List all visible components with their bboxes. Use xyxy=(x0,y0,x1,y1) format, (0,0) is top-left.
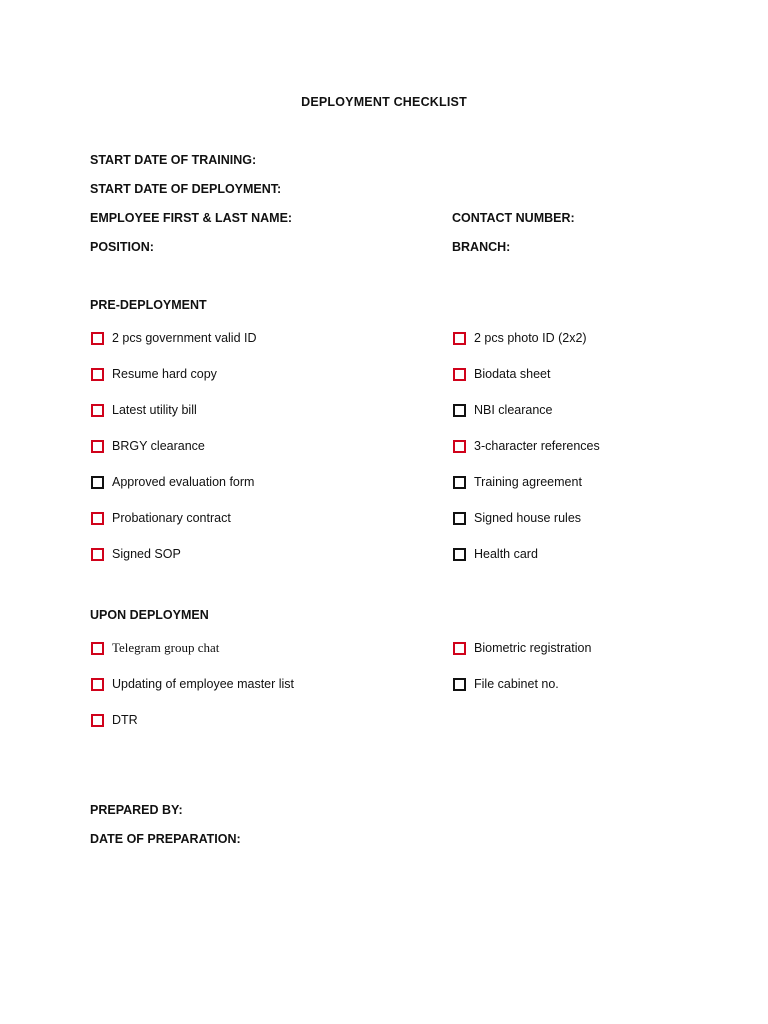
checklist-item[interactable] xyxy=(91,640,219,656)
checkbox[interactable] xyxy=(453,404,466,417)
start-date-training-label: START DATE OF TRAINING: xyxy=(90,153,257,167)
position-label: POSITION: xyxy=(90,240,154,254)
checklist-item[interactable] xyxy=(453,546,538,562)
checklist-item-label: Latest utility bill xyxy=(112,403,197,417)
date-of-preparation-label: DATE OF PREPARATION: xyxy=(90,832,241,846)
checkbox[interactable] xyxy=(453,476,466,489)
checklist-item[interactable] xyxy=(91,438,205,454)
checklist-item-label: Training agreement xyxy=(474,475,582,489)
checkbox[interactable] xyxy=(91,642,104,655)
checklist-item[interactable] xyxy=(91,712,138,728)
checklist-item-label: 3-character references xyxy=(474,439,600,453)
checkbox[interactable] xyxy=(453,642,466,655)
checklist-item-label: File cabinet no. xyxy=(474,677,559,691)
checklist-item[interactable] xyxy=(453,510,581,526)
checklist-item[interactable] xyxy=(91,330,257,346)
checkbox[interactable] xyxy=(453,548,466,561)
checkbox[interactable] xyxy=(91,440,104,453)
checklist-item-label: Approved evaluation form xyxy=(112,475,255,489)
checklist-item-label: Signed SOP xyxy=(112,547,181,561)
checklist-item[interactable] xyxy=(453,330,587,346)
checkbox[interactable] xyxy=(91,476,104,489)
checkbox[interactable] xyxy=(91,368,104,381)
checklist-item[interactable] xyxy=(91,676,294,692)
checklist-item[interactable] xyxy=(453,676,559,692)
checklist-item[interactable] xyxy=(91,546,181,562)
checklist-item-label: Signed house rules xyxy=(474,511,582,525)
checklist-item[interactable] xyxy=(91,366,217,382)
upon-deployment-heading: UPON DEPLOYMEN xyxy=(90,608,209,622)
checklist-item-label: Telegram group chat xyxy=(112,640,220,655)
checkbox[interactable] xyxy=(453,332,466,345)
checklist-item[interactable] xyxy=(453,640,591,656)
checklist-item[interactable] xyxy=(91,402,197,418)
checkbox[interactable] xyxy=(453,368,466,381)
document-title: DEPLOYMENT CHECKLIST xyxy=(301,95,467,109)
checkbox[interactable] xyxy=(453,512,466,525)
checklist-item-label: Biodata sheet xyxy=(474,367,551,381)
checklist-item[interactable] xyxy=(453,438,600,454)
start-date-deployment-label: START DATE OF DEPLOYMENT: xyxy=(90,182,282,196)
checklist-item-label: 2 pcs photo ID (2x2) xyxy=(474,331,587,345)
checklist-item-label: BRGY clearance xyxy=(112,439,205,453)
checkbox[interactable] xyxy=(91,548,104,561)
checkbox[interactable] xyxy=(91,512,104,525)
checklist-item[interactable] xyxy=(453,474,582,490)
checklist-item-label: 2 pcs government valid ID xyxy=(112,331,257,345)
checklist-item[interactable] xyxy=(91,510,231,526)
checkbox[interactable] xyxy=(91,404,104,417)
checkbox[interactable] xyxy=(453,678,466,691)
checkbox[interactable] xyxy=(91,332,104,345)
checklist-item-label: Biometric registration xyxy=(474,641,592,655)
checklist-item-label: Resume hard copy xyxy=(112,367,217,381)
pre-deployment-heading: PRE-DEPLOYMENT xyxy=(90,298,207,312)
prepared-by-label: PREPARED BY: xyxy=(90,803,183,817)
checklist-item-label: Probationary contract xyxy=(112,511,231,525)
checklist-item[interactable] xyxy=(453,366,550,382)
checklist-item-label: DTR xyxy=(112,713,138,727)
checklist-item-label: Health card xyxy=(474,547,538,561)
checklist-item-label: NBI clearance xyxy=(474,403,553,417)
contact-number-label: CONTACT NUMBER: xyxy=(452,211,575,225)
branch-label: BRANCH: xyxy=(452,240,511,254)
checklist-item[interactable] xyxy=(91,474,254,490)
checklist-item[interactable] xyxy=(453,402,553,418)
checkbox[interactable] xyxy=(91,714,104,727)
checkbox[interactable] xyxy=(453,440,466,453)
checklist-item-label: Updating of employee master list xyxy=(112,677,295,691)
employee-name-label: EMPLOYEE FIRST & LAST NAME: xyxy=(90,211,293,225)
checkbox[interactable] xyxy=(91,678,104,691)
